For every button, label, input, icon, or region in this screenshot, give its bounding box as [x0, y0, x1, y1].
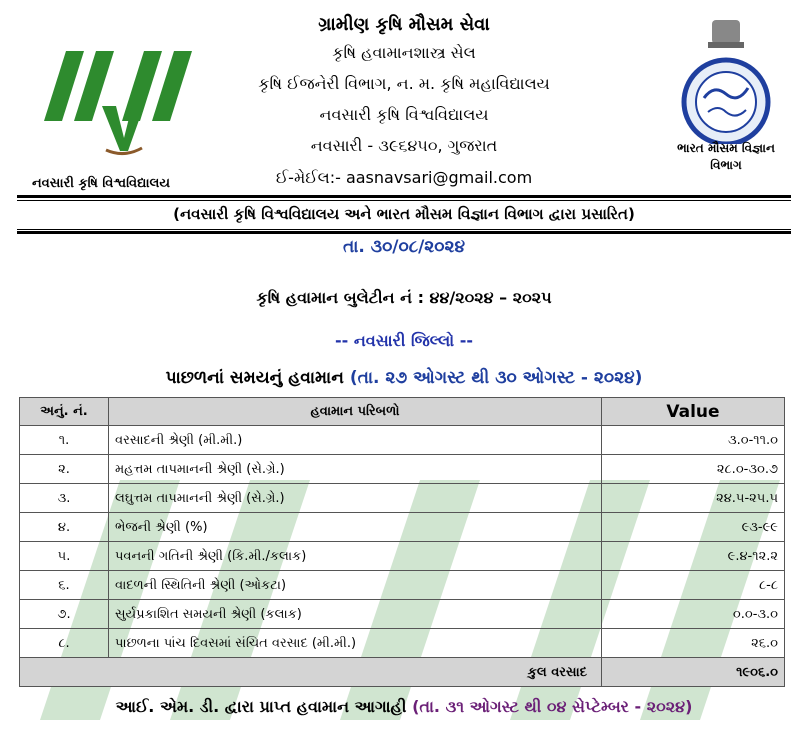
- row-value: ૮-૮: [602, 571, 785, 600]
- banner-divider-thick: [17, 231, 791, 234]
- imd-caption-line-1: ભારત મૌસમ વિજ્ઞાન: [677, 141, 775, 155]
- total-rainfall-row: [20, 658, 785, 687]
- header-parameter: હવામાન પરિબળો: [109, 398, 602, 426]
- total-rainfall-value: ૧૯૦૬.૦: [602, 658, 785, 687]
- row-value: ૦.૦-૩.૦: [602, 600, 785, 629]
- header-address: નવસારી - ૩૯૬૪૫૦, ગુજરાત: [310, 136, 498, 155]
- dissemination-banner: (નવસારી કૃષિ વિશ્વવિદ્યાલય અને ભારત મૌસમ વિજ્ઞાન વિભાગ દ્વારા પ્રસારિત): [173, 205, 635, 223]
- total-rainfall-label: કુલ વરસાદ: [20, 658, 602, 687]
- table-header-row: [20, 398, 785, 426]
- header-department: કૃષિ ઈજનેરી વિભાગ, ન. મ. કૃષિ મહાવિદ્યાલય: [258, 74, 550, 93]
- row-parameter: મહત્તમ તાપમાનની શ્રેણી (સે.ગ્રે.): [109, 455, 602, 484]
- row-serial: ૮.: [20, 629, 109, 658]
- past-weather-heading: [0, 368, 808, 388]
- row-value: ૨૪.૫-૨૫.૫: [602, 484, 785, 513]
- table-row: [20, 455, 785, 484]
- bulletin-date: તા. ૩૦/૦૮/૨૦૨૪: [342, 237, 466, 257]
- row-parameter: પાછળના પાંચ દિવસમાં સંચિત વરસાદ (મી.મી.): [109, 629, 602, 658]
- table-row: [20, 484, 785, 513]
- header-divider-thin: [17, 200, 791, 201]
- row-serial: ૧.: [20, 426, 109, 455]
- row-serial: ૩.: [20, 484, 109, 513]
- imd-logo-caption: [652, 140, 800, 174]
- imd-logo: [668, 14, 784, 144]
- header-email[interactable]: ઈ-મેઈલ:- aasnavsari@gmail.com: [275, 168, 533, 187]
- row-value: ૯૩-૯૯: [602, 513, 785, 542]
- row-value: ૩.૦-૧૧.૦: [602, 426, 785, 455]
- header-cell: કૃષિ હવામાનશાસ્ત્ર સેલ: [332, 43, 476, 62]
- row-serial: ૬.: [20, 571, 109, 600]
- district-heading: -- નવસારી જિલ્લો --: [334, 331, 474, 350]
- row-serial: ૭.: [20, 600, 109, 629]
- row-value: ૯.૪-૧૨.૨: [602, 542, 785, 571]
- row-value: ૨૬.૦: [602, 629, 785, 658]
- row-serial: ૪.: [20, 513, 109, 542]
- row-serial: ૨.: [20, 455, 109, 484]
- header-title: ગ્રામીણ કૃષિ મૌસમ સેવા: [318, 14, 490, 35]
- table-row: [20, 571, 785, 600]
- table-row: [20, 426, 785, 455]
- nau-logo: [44, 46, 194, 156]
- row-value: ૨૮.૦-૩૦.૭: [602, 455, 785, 484]
- bulletin-number: કૃષિ હવામાન બુલેટીન નં : ૪૪/૨૦૨૪ – ૨૦૨૫: [256, 288, 552, 307]
- table-row: [20, 600, 785, 629]
- table-row: [20, 513, 785, 542]
- forecast-heading: [0, 697, 808, 717]
- banner-divider-thin: [17, 229, 791, 230]
- row-parameter: વાદળની સ્થિતિની શ્રેણી (ઓકટા): [109, 571, 602, 600]
- table-row: [20, 542, 785, 571]
- row-parameter: લઘુત્તમ તાપમાનની શ્રેણી (સે.ગ્રે.): [109, 484, 602, 513]
- row-parameter: સુર્યપ્રકાશિત સમયની શ્રેણી (કલાક): [109, 600, 602, 629]
- header-divider-thick: [17, 195, 791, 198]
- row-serial: ૫.: [20, 542, 109, 571]
- header-value: Value: [602, 398, 785, 426]
- forecast-label: આઈ. એમ. ડી. દ્વારા પ્રાપ્ત હવામાન આગાહી: [115, 697, 407, 716]
- row-parameter: પવનની ગતિની શ્રેણી (કિ.મી./કલાક): [109, 542, 602, 571]
- forecast-period: (તા. ૩૧ ઓગસ્ટ થી ૦૪ સેપ્ટેમ્બર - ૨૦૨૪): [412, 697, 693, 716]
- past-weather-table: [19, 397, 785, 687]
- imd-caption-line-2: વિભાગ: [710, 158, 742, 172]
- row-parameter: વરસાદની શ્રેણી (મી.મી.): [109, 426, 602, 455]
- nau-logo-caption: નવસારી કૃષિ વિશ્વવિદ્યાલય: [32, 176, 170, 191]
- header-university: નવસારી કૃષિ વિશ્વવિદ્યાલય: [319, 105, 489, 124]
- table-row: [20, 629, 785, 658]
- past-weather-period: (તા. ૨૭ ઓગસ્ટ થી ૩૦ ઓગસ્ટ - ૨૦૨૪): [349, 368, 643, 388]
- header-serial: અનું. નં.: [20, 398, 109, 426]
- row-parameter: ભેજની શ્રેણી (%): [109, 513, 602, 542]
- past-weather-label: પાછળનાં સમયનું હવામાન: [165, 368, 344, 388]
